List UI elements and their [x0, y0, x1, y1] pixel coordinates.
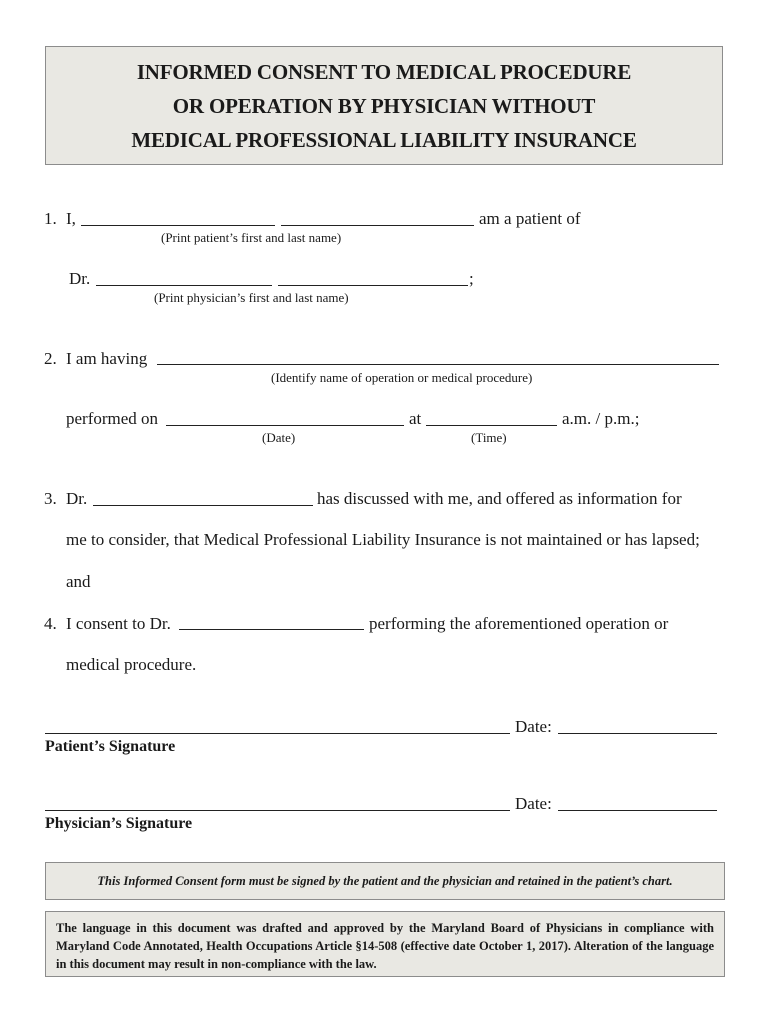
physician-signature-label: Physician’s Signature	[45, 815, 193, 832]
item-4-line-1: performing the aforementioned operation or	[369, 614, 669, 633]
item-1-number: 1.	[44, 209, 57, 228]
patient-name-hint: (Print patient’s first and last name)	[161, 230, 342, 245]
retention-notice: This Informed Consent form must be signed by the patient and the physician and retained in the patient’s chart.	[45, 862, 725, 900]
item-1-dr-suffix: ;	[469, 269, 474, 288]
physician-date-field[interactable]	[558, 810, 717, 811]
item-4-prefix: I consent to Dr.	[66, 614, 171, 633]
time-hint: (Time)	[471, 430, 507, 445]
patient-signature-label: Patient’s Signature	[45, 738, 176, 755]
item-4-physician-field[interactable]	[179, 629, 364, 630]
physician-signature-field[interactable]	[45, 810, 510, 811]
patient-date-label: Date:	[515, 717, 552, 736]
procedure-date-field[interactable]	[166, 425, 404, 426]
physician-name-hint: (Print physician’s first and last name)	[154, 290, 349, 305]
performed-on-label: performed on	[66, 409, 159, 428]
patient-first-name-field[interactable]	[81, 225, 275, 226]
title-box	[45, 46, 723, 165]
item-1-dr-prefix: Dr.	[69, 269, 91, 288]
at-label: at	[409, 409, 422, 428]
physician-last-name-field[interactable]	[278, 285, 468, 286]
item-2-number: 2.	[44, 349, 57, 368]
item-3-number: 3.	[44, 489, 57, 508]
title-line-1: INFORMED CONSENT TO MEDICAL PROCEDURE	[136, 59, 632, 84]
item-1-prefix: I,	[66, 209, 76, 228]
item-3-line-2: me to consider, that Medical Professional Liability Insurance is not maintained or has lapsed;	[66, 530, 700, 549]
item-4-number: 4.	[44, 614, 57, 633]
title-line-2: OR OPERATION BY PHYSICIAN WITHOUT	[172, 93, 596, 118]
patient-signature-field[interactable]	[45, 733, 510, 734]
legal-disclaimer: The language in this document was drafted and approved by the Maryland Board of Physicians in compliance with Maryland Code Annotated, Health Occupations Article §14-508 (effective date October 1, 2017). Alteration of the language in this document may result in non-compliance with the law.	[45, 911, 725, 977]
item-2-prefix: I am having	[66, 349, 148, 368]
ampm-label: a.m. / p.m.;	[562, 409, 640, 428]
physician-first-name-field[interactable]	[96, 285, 272, 286]
item-3-dr-prefix: Dr.	[66, 489, 88, 508]
item-3-line-1: has discussed with me, and offered as information for	[317, 489, 682, 508]
item-1-suffix: am a patient of	[479, 209, 581, 228]
procedure-name-field[interactable]	[157, 364, 719, 365]
physician-date-label: Date:	[515, 794, 552, 813]
procedure-hint: (Identify name of operation or medical procedure)	[271, 370, 533, 385]
item-4-line-2: medical procedure.	[66, 655, 197, 674]
title-line-3: MEDICAL PROFESSIONAL LIABILITY INSURANCE	[131, 127, 637, 152]
item-3-line-3: and	[66, 572, 91, 591]
patient-date-field[interactable]	[558, 733, 717, 734]
patient-last-name-field[interactable]	[281, 225, 474, 226]
item-3-physician-field[interactable]	[93, 505, 313, 506]
date-hint: (Date)	[262, 430, 296, 445]
procedure-time-field[interactable]	[426, 425, 557, 426]
